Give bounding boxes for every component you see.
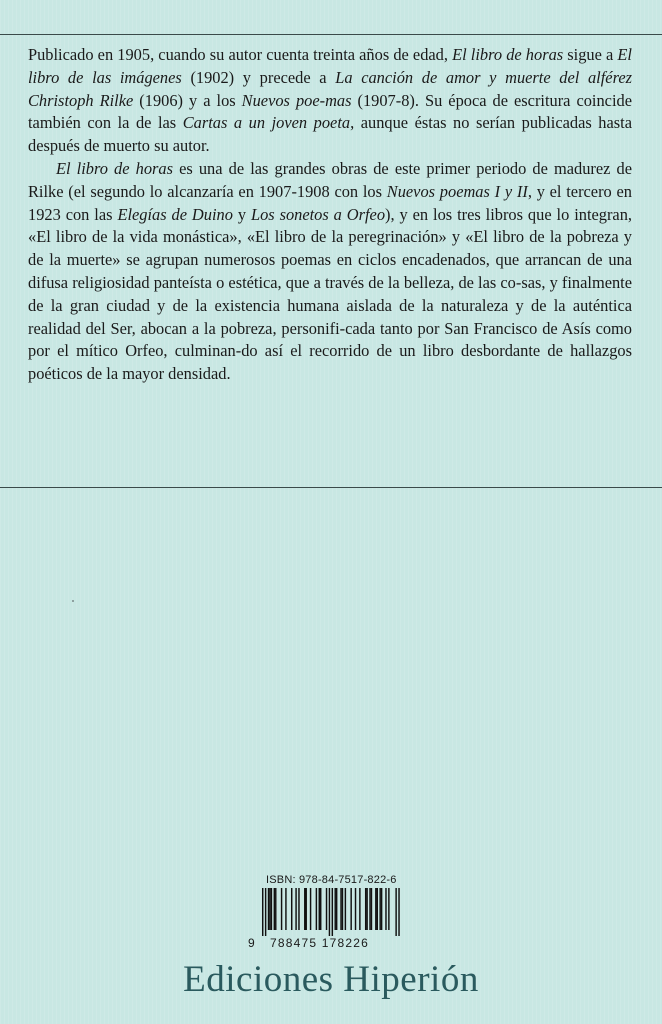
barcode-bar [304, 888, 305, 930]
barcode-bar [342, 888, 343, 930]
barcode-bar [316, 888, 317, 930]
barcode-bar [295, 888, 296, 930]
text-run: Publicado en 1905, cuando su autor cuenta treinta años de edad, [28, 45, 453, 64]
ean-first-digit: 9 [248, 936, 255, 950]
text-run: (1907-8). Su época de escritura coincide también con la de las [28, 90, 632, 133]
barcode-bar [359, 888, 360, 930]
barcode-bar [366, 888, 367, 930]
barcode-bar [262, 888, 263, 936]
top-rule [0, 34, 662, 35]
barcode-bar [274, 888, 275, 930]
barcode-bar [336, 888, 337, 930]
text-run: y [232, 204, 251, 224]
italic-title: La canción de amor y muerte del alférez Christoph Rilke [28, 67, 632, 110]
italic-title: El libro de las imágenes [28, 45, 632, 87]
print-speck [72, 600, 74, 602]
text-run: sigue a [563, 45, 618, 64]
barcode-bars [262, 888, 400, 936]
barcode-bar [285, 888, 286, 930]
barcode-bar [375, 888, 376, 930]
text-run: es una de las grandes obras de este primer periodo de madurez de Rilke (el segundo lo alcanzaría en 1907-1908 con los [28, 158, 632, 201]
barcode-bar [291, 888, 292, 930]
ean-digits: 788475 178226 [270, 936, 370, 950]
bottom-rule [0, 487, 662, 488]
text-run: ), y en los tres libros que lo integran, «El libro de la vida monástica», «El libro de la peregrinación» y «El libro de la pobreza y de la muerte» se agrupan numerosos poemas en ciclos encadenados, que arrancan de una difusa religiosidad panteísta o estética, que a través de la belleza, de las co-sas, y finalmente de la gran ciudad y de la existencia humana aislada de la naturaleza y de la auténtica realidad del Ser, abocan a la pobreza, personifi-cada tanto por San Francisco de Asís como por el mítico Orfeo, culminan-do así el recorrido de un libro desbordante de hallazgos poéticos de la mayor densidad. [28, 204, 632, 384]
barcode-bar [332, 888, 333, 936]
italic-title: El libro de horas [56, 158, 173, 178]
barcode-bar [269, 888, 270, 930]
barcode-bar [319, 888, 320, 930]
italic-title: Elegías de Duino [117, 204, 233, 224]
barcode-bar [310, 888, 311, 930]
publisher-name: Ediciones Hiperión [183, 959, 479, 1000]
barcode-bar [388, 888, 389, 930]
barcode-bar [335, 888, 336, 930]
barcode-bar [271, 888, 272, 930]
barcode-bar [320, 888, 321, 930]
barcode-bar [385, 888, 386, 930]
italic-title: Nuevos poemas I y II [386, 181, 528, 201]
barcode-bar [345, 888, 346, 930]
barcode-bar [398, 888, 399, 936]
barcode-bar [275, 888, 276, 930]
isbn-label: ISBN: 978-84-7517-822-6 [266, 874, 397, 886]
barcode-bar [379, 888, 380, 930]
barcode-bar [298, 888, 299, 930]
italic-title: Los sonetos a Orfeo [250, 204, 386, 224]
text-run: (1906) y a los [133, 90, 242, 110]
synopsis-paragraph-1 [28, 44, 632, 158]
barcode-bar [329, 888, 330, 936]
barcode-bar [350, 888, 351, 930]
barcode-bar [369, 888, 370, 930]
italic-title: Cartas a un joven poeta [182, 113, 351, 133]
text-run: , y el tercero en 1923 con las [28, 181, 632, 224]
isbn-barcode [248, 874, 408, 956]
barcode-bar [326, 888, 327, 930]
italic-title: El libro de horas [452, 45, 564, 64]
barcode-bar [381, 888, 382, 930]
text-run: (1902) y precede a [181, 67, 336, 87]
barcode-bar [306, 888, 307, 930]
italic-title: Nuevos poe-mas [241, 90, 352, 110]
barcode-bar [395, 888, 396, 936]
barcode-bar [265, 888, 266, 936]
synopsis-text [28, 44, 632, 386]
barcode-bar [355, 888, 356, 930]
barcode-bar [365, 888, 366, 930]
barcode-bar [268, 888, 269, 930]
barcode-bar [340, 888, 341, 930]
barcode-bar [371, 888, 372, 930]
barcode-bar [377, 888, 378, 930]
barcode-bar [281, 888, 282, 930]
text-run: , aunque éstas no serían publicadas hasta después de muerto su autor. [28, 113, 632, 156]
synopsis-paragraph-2 [28, 158, 632, 386]
